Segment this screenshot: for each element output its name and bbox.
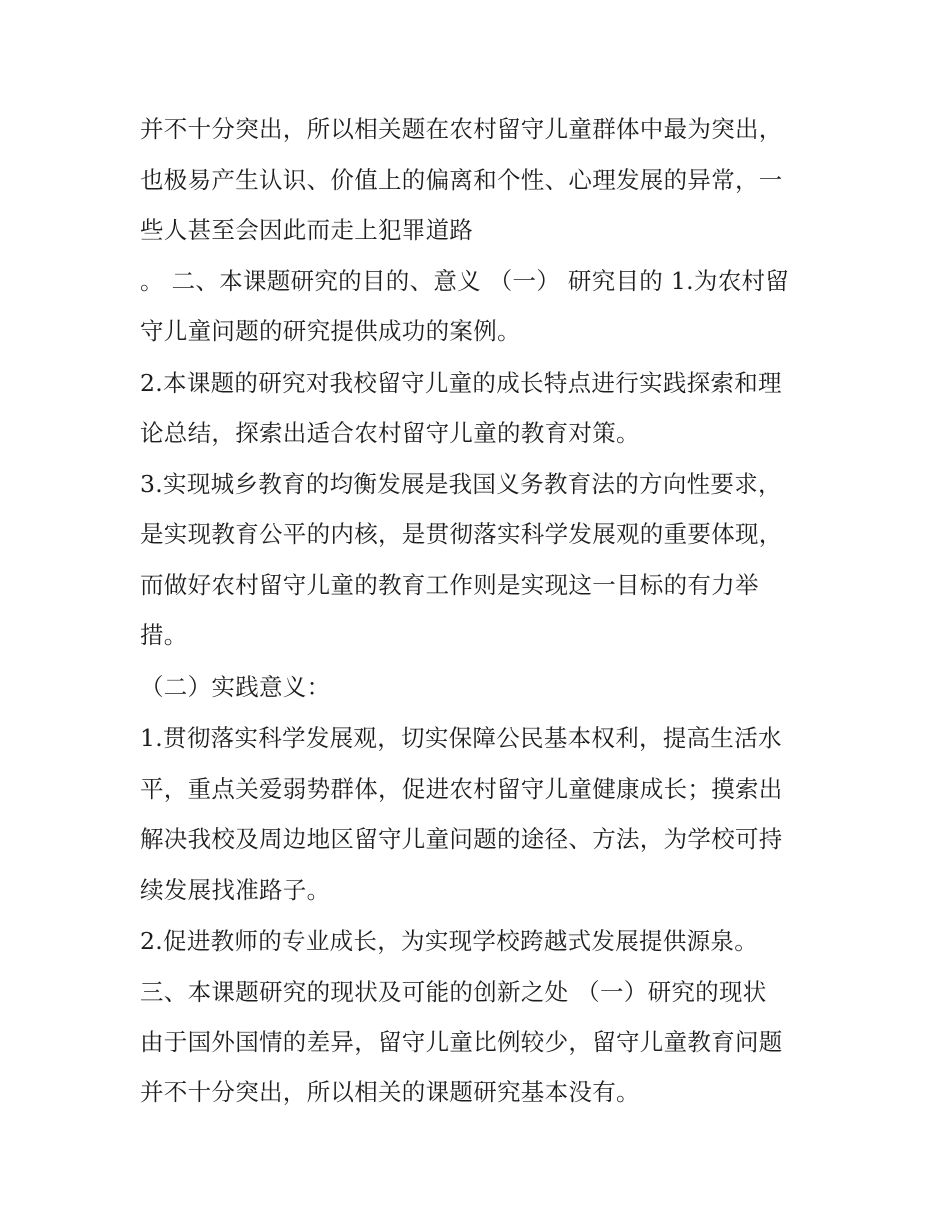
text-line: 而做好农村留守儿童的教育工作则是实现这一目标的有力举: [140, 571, 759, 599]
text-line: 。 二、本课题研究的目的、意义 （一） 研究目的 1.为农村留: [140, 267, 790, 295]
text-line: （二）实践意义：: [140, 673, 331, 701]
text-line: 也极易产生认识、价值上的偏离和个性、心理发展的异常，一: [140, 166, 783, 194]
text-line: 3.实现城乡教育的均衡发展是我国义务教育法的方向性要求，: [140, 470, 782, 498]
text-line: 并不十分突出，所以相关题在农村留守儿童群体中最为突出，: [140, 115, 783, 143]
text-line: 守儿童问题的研究提供成功的案例。: [140, 317, 521, 345]
text-line: 2.促进教师的专业成长，为实现学校跨越式发展提供源泉。: [140, 927, 759, 955]
text-line: 论总结，探索出适合农村留守儿童的教育对策。: [140, 419, 640, 447]
text-line: 续发展找准路子。: [140, 876, 331, 904]
text-line: 1.贯彻落实科学发展观，切实保障公民基本权利，提高生活水: [140, 724, 782, 752]
text-line: 解决我校及周边地区留守儿童问题的途径、方法，为学校可持: [140, 825, 783, 853]
text-line: 是实现教育公平的内核，是贯彻落实科学发展观的重要体现，: [140, 520, 783, 548]
text-line: 并不十分突出，所以相关的课题研究基本没有。: [140, 1078, 640, 1106]
text-line: 2.本课题的研究对我校留守儿童的成长特点进行实践探索和理: [140, 369, 782, 397]
text-line: 措。: [140, 621, 188, 649]
text-line: 些人甚至会因此而走上犯罪道路: [140, 216, 474, 244]
text-line: 平，重点关爱弱势群体，促进农村留守儿童健康成长；摸索出: [140, 775, 783, 803]
text-line: 三、本课题研究的现状及可能的创新之处 （一）研究的现状: [140, 978, 767, 1006]
text-line: 由于国外国情的差异，留守儿童比例较少，留守儿童教育问题: [140, 1028, 783, 1056]
